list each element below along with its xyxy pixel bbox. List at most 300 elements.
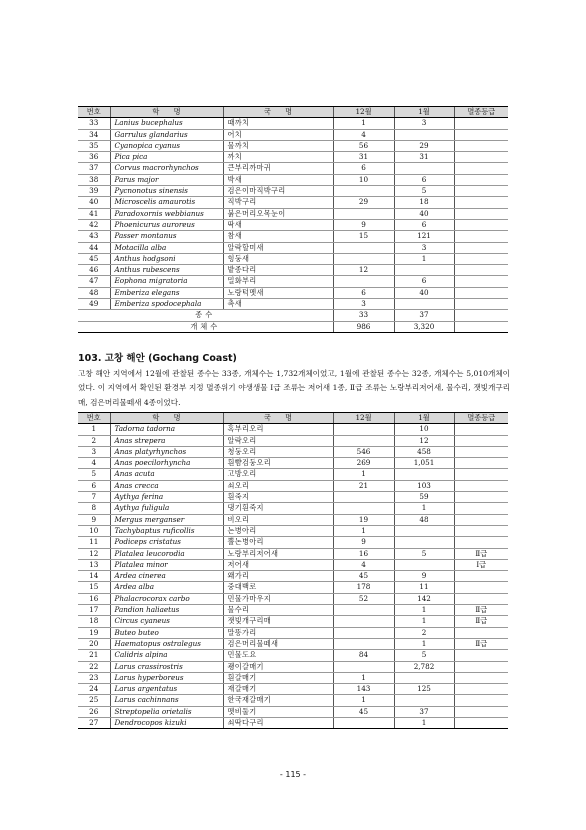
table-row (78, 537, 508, 548)
table-row (78, 650, 508, 661)
cell-endangered-grade: Ⅱ급 (454, 605, 508, 616)
cell-january: 10 (394, 424, 454, 435)
cell-december (333, 616, 394, 627)
cell-endangered-grade (454, 253, 508, 264)
cell-december: 19 (333, 514, 394, 525)
header-number: 번호 (78, 107, 110, 118)
cell-december: 1 (333, 525, 394, 536)
table-header-row (78, 107, 508, 118)
cell-korean-name: 민물가마우지 (223, 593, 333, 604)
cell-number: 21 (78, 650, 110, 661)
table-row (78, 492, 508, 503)
cell-korean-name: 저어새 (223, 559, 333, 570)
cell-december (333, 718, 394, 729)
cell-scientific-name: Platalea leucorodia (110, 548, 223, 559)
header-endangered-grade: 멸종등급 (454, 413, 508, 424)
cell-scientific-name: Calidris alpina (110, 650, 223, 661)
cell-january (394, 672, 454, 683)
cell-number: 37 (78, 163, 110, 174)
cell-korean-name: 알락할미새 (223, 242, 333, 253)
table-row (78, 684, 508, 695)
cell-scientific-name: Emberiza spodocephala (110, 299, 223, 310)
cell-endangered-grade (454, 593, 508, 604)
cell-scientific-name: Aythya ferina (110, 492, 223, 503)
cell-endangered-grade (454, 718, 508, 729)
cell-korean-name: 고방오리 (223, 469, 333, 480)
cell-january: 121 (394, 231, 454, 242)
table-row (78, 638, 508, 649)
cell-december: 12 (333, 265, 394, 276)
cell-january (394, 559, 454, 570)
cell-scientific-name: Anas platyrhynchos (110, 446, 223, 457)
cell-january (394, 163, 454, 174)
cell-january: 6 (394, 174, 454, 185)
header-endangered-grade: 멸종등급 (454, 107, 508, 118)
cell-endangered-grade (454, 186, 508, 197)
cell-scientific-name: Microscelis amaurotis (110, 197, 223, 208)
cell-number: 34 (78, 129, 110, 140)
cell-number: 24 (78, 684, 110, 695)
cell-endangered-grade (454, 424, 508, 435)
cell-number: 43 (78, 231, 110, 242)
species-table-2 (78, 412, 508, 729)
cell-number: 16 (78, 593, 110, 604)
cell-january: 1 (394, 253, 454, 264)
table-row (78, 446, 508, 457)
cell-number: 36 (78, 152, 110, 163)
summary-label: 종수 (78, 310, 333, 321)
cell-korean-name: 흰갈매기 (223, 672, 333, 683)
cell-korean-name: 딱새 (223, 219, 333, 230)
cell-number: 2 (78, 435, 110, 446)
table-row (78, 571, 508, 582)
cell-number: 4 (78, 458, 110, 469)
cell-scientific-name: Circus cyaneus (110, 616, 223, 627)
cell-scientific-name: Dendrocopos kizuki (110, 718, 223, 729)
cell-endangered-grade (454, 435, 508, 446)
cell-january: 9 (394, 571, 454, 582)
cell-number: 33 (78, 118, 110, 129)
table-row (78, 616, 508, 627)
cell-endangered-grade (454, 684, 508, 695)
summary-row (78, 321, 508, 332)
cell-scientific-name: Phoenicurus auroreus (110, 219, 223, 230)
cell-endangered-grade (454, 231, 508, 242)
summary-row (78, 310, 508, 321)
cell-scientific-name: Anas acuta (110, 469, 223, 480)
table-header-row (78, 413, 508, 424)
cell-december (333, 276, 394, 287)
cell-korean-name: 재갈매기 (223, 684, 333, 695)
table-row (78, 197, 508, 208)
cell-december: 6 (333, 163, 394, 174)
cell-number: 25 (78, 695, 110, 706)
cell-number: 44 (78, 242, 110, 253)
cell-december: 1 (333, 672, 394, 683)
cell-january: 142 (394, 593, 454, 604)
cell-scientific-name: Parus major (110, 174, 223, 185)
cell-december: 143 (333, 684, 394, 695)
cell-korean-name: 까치 (223, 152, 333, 163)
table-row (78, 424, 508, 435)
cell-number: 20 (78, 638, 110, 649)
cell-endangered-grade (454, 219, 508, 230)
cell-january: 6 (394, 219, 454, 230)
cell-number: 26 (78, 706, 110, 717)
cell-number: 19 (78, 627, 110, 638)
cell-number: 40 (78, 197, 110, 208)
cell-december: 21 (333, 480, 394, 491)
cell-korean-name: 비오리 (223, 514, 333, 525)
cell-number: 46 (78, 265, 110, 276)
cell-number: 18 (78, 616, 110, 627)
table-row (78, 208, 508, 219)
header-january: 1월 (394, 107, 454, 118)
header-december: 12월 (333, 413, 394, 424)
summary-label: 개체수 (78, 321, 333, 332)
cell-december: 45 (333, 706, 394, 717)
cell-endangered-grade (454, 129, 508, 140)
cell-december: 1 (333, 469, 394, 480)
cell-korean-name: 흰죽지 (223, 492, 333, 503)
cell-scientific-name: Larus hyperboreus (110, 672, 223, 683)
cell-scientific-name: Anthus hodgsoni (110, 253, 223, 264)
cell-scientific-name: Haematopus ostralegus (110, 638, 223, 649)
table-row (78, 140, 508, 151)
cell-endangered-grade (454, 627, 508, 638)
cell-endangered-grade (454, 469, 508, 480)
cell-endangered-grade (454, 163, 508, 174)
cell-scientific-name: Ardea alba (110, 582, 223, 593)
cell-scientific-name: Corvus macrorhynchos (110, 163, 223, 174)
cell-december (333, 424, 394, 435)
cell-scientific-name: Garrulus glandarius (110, 129, 223, 140)
cell-december (333, 253, 394, 264)
header-january: 1월 (394, 413, 454, 424)
table-row (78, 287, 508, 298)
cell-korean-name: 큰부리까마귀 (223, 163, 333, 174)
cell-korean-name: 박새 (223, 174, 333, 185)
cell-korean-name: 댕기흰죽지 (223, 503, 333, 514)
cell-january: 1 (394, 718, 454, 729)
cell-january: 1 (394, 503, 454, 514)
cell-december: 4 (333, 559, 394, 570)
table-row (78, 525, 508, 536)
cell-endangered-grade (454, 503, 508, 514)
cell-endangered-grade (454, 208, 508, 219)
cell-scientific-name: Pandion haliaetus (110, 605, 223, 616)
cell-korean-name: 흰뺨검둥오리 (223, 458, 333, 469)
cell-endangered-grade (454, 242, 508, 253)
cell-korean-name: 직박구리 (223, 197, 333, 208)
cell-endangered-grade (454, 152, 508, 163)
cell-january (394, 469, 454, 480)
cell-scientific-name: Tachybaptus ruficollis (110, 525, 223, 536)
cell-december (333, 605, 394, 616)
table-row (78, 163, 508, 174)
cell-december (333, 661, 394, 672)
cell-january: 1,051 (394, 458, 454, 469)
cell-december: 269 (333, 458, 394, 469)
cell-korean-name: 논병아리 (223, 525, 333, 536)
cell-endangered-grade: Ⅱ급 (454, 548, 508, 559)
cell-korean-name: 잿빛개구리매 (223, 616, 333, 627)
cell-scientific-name: Larus argentatus (110, 684, 223, 695)
table-row (78, 593, 508, 604)
table-row (78, 706, 508, 717)
table-row (78, 718, 508, 729)
table-row (78, 582, 508, 593)
cell-january: 2 (394, 627, 454, 638)
cell-endangered-grade: Ⅰ급 (454, 559, 508, 570)
cell-korean-name: 민물도요 (223, 650, 333, 661)
table-row (78, 231, 508, 242)
cell-number: 7 (78, 492, 110, 503)
cell-scientific-name: Phalacrocorax carbo (110, 593, 223, 604)
cell-endangered-grade (454, 140, 508, 151)
cell-korean-name: 촉새 (223, 299, 333, 310)
cell-endangered-grade (454, 661, 508, 672)
cell-december: 84 (333, 650, 394, 661)
cell-january: 59 (394, 492, 454, 503)
cell-number: 48 (78, 287, 110, 298)
cell-january: 18 (394, 197, 454, 208)
cell-korean-name: 멧비둘기 (223, 706, 333, 717)
header-december: 12월 (333, 107, 394, 118)
cell-scientific-name: Motacilla alba (110, 242, 223, 253)
cell-scientific-name: Aythya fuligula (110, 503, 223, 514)
cell-number: 1 (78, 424, 110, 435)
table-row (78, 242, 508, 253)
cell-scientific-name: Emberiza elegans (110, 287, 223, 298)
cell-endangered-grade (454, 299, 508, 310)
cell-january: 125 (394, 684, 454, 695)
table-row (78, 435, 508, 446)
cell-endangered-grade: Ⅱ급 (454, 616, 508, 627)
cell-january: 12 (394, 435, 454, 446)
cell-korean-name: 쇠오리 (223, 480, 333, 491)
cell-number: 3 (78, 446, 110, 457)
cell-scientific-name: Passer montanus (110, 231, 223, 242)
section-paragraph: 고창 해안 지역에서 12월에 관찰된 종수는 33종, 개체수는 1,732개체이었고, 1월에 관찰된 종수는 32종, 개체수는 5,010개체이었다. 이 지역에서 확인된 환경부 지정 멸종위기 야생생물 Ⅰ급 조류는 저어새 1종, Ⅱ급 조류는 노랑부리저어새, 물수리, 잿빛개구리매, 검은머리물떼새 4종이었다. (78, 369, 510, 407)
cell-korean-name: 뿔논병아리 (223, 537, 333, 548)
cell-korean-name: 참새 (223, 231, 333, 242)
cell-december: 9 (333, 219, 394, 230)
cell-korean-name: 밭종다리 (223, 265, 333, 276)
cell-december: 3 (333, 299, 394, 310)
cell-number: 45 (78, 253, 110, 264)
table-row (78, 605, 508, 616)
cell-number: 42 (78, 219, 110, 230)
cell-january: 5 (394, 548, 454, 559)
cell-number: 13 (78, 559, 110, 570)
summary-december: 986 (333, 321, 394, 332)
cell-endangered-grade (454, 287, 508, 298)
cell-december: 52 (333, 593, 394, 604)
cell-endangered-grade (454, 446, 508, 457)
summary-grade (454, 321, 508, 332)
table-row (78, 276, 508, 287)
cell-december: 546 (333, 446, 394, 457)
cell-number: 23 (78, 672, 110, 683)
header-korean-name: 국 명 (223, 413, 333, 424)
cell-scientific-name: Streptopelia orietalis (110, 706, 223, 717)
cell-endangered-grade (454, 197, 508, 208)
cell-number: 6 (78, 480, 110, 491)
cell-endangered-grade (454, 174, 508, 185)
cell-number: 38 (78, 174, 110, 185)
table-row (78, 559, 508, 570)
table-row (78, 627, 508, 638)
cell-korean-name: 노랑부리저어새 (223, 548, 333, 559)
cell-scientific-name: Platalea minor (110, 559, 223, 570)
table-row (78, 265, 508, 276)
table-row (78, 458, 508, 469)
cell-january (394, 537, 454, 548)
cell-number: 10 (78, 525, 110, 536)
cell-endangered-grade (454, 265, 508, 276)
cell-korean-name: 알락오리 (223, 435, 333, 446)
cell-december (333, 503, 394, 514)
cell-december (333, 627, 394, 638)
cell-january (394, 299, 454, 310)
table-row (78, 152, 508, 163)
cell-korean-name: 말똥가리 (223, 627, 333, 638)
cell-scientific-name: Podiceps cristatus (110, 537, 223, 548)
cell-endangered-grade (454, 672, 508, 683)
cell-january (394, 695, 454, 706)
cell-january: 6 (394, 276, 454, 287)
cell-january: 1 (394, 605, 454, 616)
cell-december: 56 (333, 140, 394, 151)
cell-korean-name: 청둥오리 (223, 446, 333, 457)
cell-december (333, 492, 394, 503)
table-row (78, 503, 508, 514)
cell-december: 9 (333, 537, 394, 548)
cell-korean-name: 중대백로 (223, 582, 333, 593)
table-row (78, 548, 508, 559)
cell-december: 10 (333, 174, 394, 185)
cell-endangered-grade (454, 276, 508, 287)
cell-korean-name: 쇠딱다구리 (223, 718, 333, 729)
table-row (78, 672, 508, 683)
cell-december: 16 (333, 548, 394, 559)
table-row (78, 480, 508, 491)
cell-december: 6 (333, 287, 394, 298)
cell-scientific-name: Lanius bucephalus (110, 118, 223, 129)
cell-scientific-name: Anas poecilorhyncha (110, 458, 223, 469)
cell-january: 3 (394, 118, 454, 129)
cell-number: 17 (78, 605, 110, 616)
species-table-1 (78, 106, 508, 333)
cell-korean-name: 검은이마직박구리 (223, 186, 333, 197)
cell-number: 8 (78, 503, 110, 514)
cell-endangered-grade (454, 458, 508, 469)
cell-korean-name: 때까치 (223, 118, 333, 129)
cell-korean-name: 혹부리오리 (223, 424, 333, 435)
cell-korean-name: 검은머리물떼새 (223, 638, 333, 649)
cell-endangered-grade (454, 514, 508, 525)
cell-january: 1 (394, 616, 454, 627)
cell-december (333, 242, 394, 253)
cell-korean-name: 괭이갈매기 (223, 661, 333, 672)
cell-endangered-grade (454, 695, 508, 706)
cell-korean-name: 힝둥새 (223, 253, 333, 264)
cell-korean-name: 한국재갈매기 (223, 695, 333, 706)
cell-january (394, 129, 454, 140)
summary-grade (454, 310, 508, 321)
cell-scientific-name: Larus crassirostris (110, 661, 223, 672)
table-row (78, 695, 508, 706)
cell-january: 29 (394, 140, 454, 151)
cell-january: 5 (394, 186, 454, 197)
cell-january: 37 (394, 706, 454, 717)
table-row (78, 118, 508, 129)
cell-scientific-name: Cyanopica cyanus (110, 140, 223, 151)
cell-december (333, 638, 394, 649)
table-row (78, 174, 508, 185)
cell-january: 40 (394, 287, 454, 298)
section-heading: 103. 고창 해안 (Gochang Coast) (78, 353, 237, 364)
cell-endangered-grade (454, 525, 508, 536)
cell-december: 15 (333, 231, 394, 242)
cell-january: 2,782 (394, 661, 454, 672)
cell-january: 103 (394, 480, 454, 491)
cell-number: 49 (78, 299, 110, 310)
table-row (78, 219, 508, 230)
cell-january: 11 (394, 582, 454, 593)
cell-korean-name: 어치 (223, 129, 333, 140)
cell-december (333, 208, 394, 219)
cell-korean-name: 물수리 (223, 605, 333, 616)
cell-january: 3 (394, 242, 454, 253)
cell-endangered-grade (454, 706, 508, 717)
summary-january: 3,320 (394, 321, 454, 332)
cell-number: 41 (78, 208, 110, 219)
cell-scientific-name: Larus cachinnans (110, 695, 223, 706)
cell-number: 14 (78, 571, 110, 582)
cell-endangered-grade (454, 582, 508, 593)
cell-endangered-grade (454, 492, 508, 503)
page-number: - 115 - (279, 770, 307, 779)
cell-endangered-grade: Ⅱ급 (454, 638, 508, 649)
cell-scientific-name: Paradoxornis webbianus (110, 208, 223, 219)
cell-number: 12 (78, 548, 110, 559)
table-row (78, 514, 508, 525)
cell-korean-name: 노랑턱멧새 (223, 287, 333, 298)
cell-korean-name: 왜가리 (223, 571, 333, 582)
table-row (78, 253, 508, 264)
cell-december: 45 (333, 571, 394, 582)
cell-endangered-grade (454, 537, 508, 548)
cell-december (333, 435, 394, 446)
cell-january: 40 (394, 208, 454, 219)
cell-endangered-grade (454, 118, 508, 129)
cell-january: 1 (394, 638, 454, 649)
cell-scientific-name: Mergus merganser (110, 514, 223, 525)
table-row (78, 186, 508, 197)
cell-january (394, 525, 454, 536)
cell-december: 178 (333, 582, 394, 593)
header-scientific-name: 학 명 (110, 413, 223, 424)
cell-scientific-name: Pica pica (110, 152, 223, 163)
cell-scientific-name: Anas crecca (110, 480, 223, 491)
cell-december: 1 (333, 695, 394, 706)
cell-number: 11 (78, 537, 110, 548)
cell-january: 5 (394, 650, 454, 661)
header-number: 번호 (78, 413, 110, 424)
cell-scientific-name: Buteo buteo (110, 627, 223, 638)
